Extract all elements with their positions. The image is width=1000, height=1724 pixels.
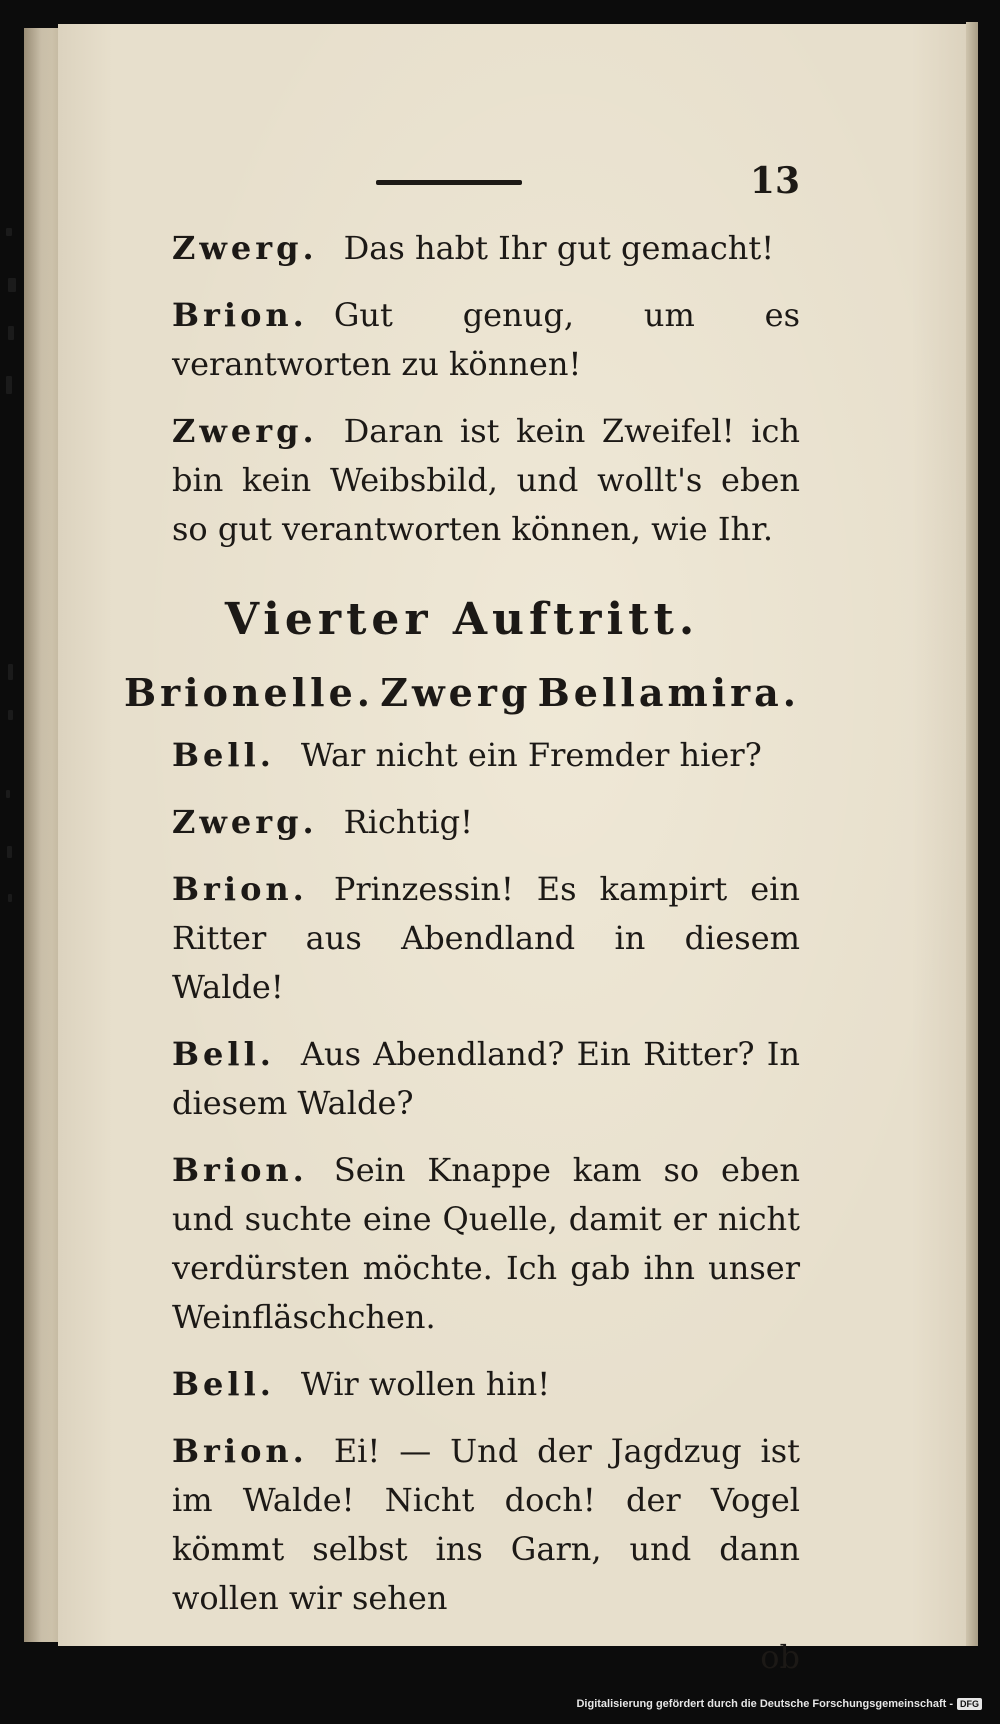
dialogue-text: Richtig! xyxy=(343,803,473,841)
speaker-name: Brion. xyxy=(172,870,308,908)
dialogue-line xyxy=(124,1360,800,1409)
speaker-name: Brion. xyxy=(172,1432,308,1470)
speaker-name: Bell. xyxy=(172,1365,275,1403)
speaker-name: Brion. xyxy=(172,296,308,334)
margin-mark xyxy=(8,278,16,292)
dialogue-line xyxy=(124,224,800,273)
scene-heading: Vierter Auftritt. xyxy=(224,594,700,645)
margin-mark xyxy=(6,790,10,798)
margin-mark xyxy=(7,846,12,858)
margin-mark xyxy=(6,228,12,236)
header-rule xyxy=(376,180,522,185)
page-text xyxy=(124,224,800,1682)
book-spine xyxy=(24,28,58,1642)
dfg-logo: DFG xyxy=(957,1698,982,1710)
dialogue-text: War nicht ein Fremder hier? xyxy=(300,736,762,774)
dialogue-line xyxy=(124,291,800,389)
speaker-name: Zwerg. xyxy=(172,803,318,841)
speaker-name: Zwerg. xyxy=(172,412,318,450)
dialogue-line xyxy=(124,798,800,847)
book-page xyxy=(58,24,966,1676)
credit-text: Digitalisierung gefördert durch die Deutsche Forschungsgemeinschaft - xyxy=(576,1698,953,1710)
dialogue-text: Sein Knappe kam so eben und suchte eine Quelle, damit er nicht verdürsten möchte. Ich gab ihn unser Weinfläschchen. xyxy=(172,1151,800,1336)
digitization-credit xyxy=(576,1698,982,1710)
page-number: 13 xyxy=(749,160,800,202)
dialogue-text: Prinzessin! Es kampirt ein Ritter aus Abendland in diesem Walde! xyxy=(172,870,800,1006)
margin-mark xyxy=(8,894,12,902)
speaker-name: Brion. xyxy=(172,1151,308,1189)
dialogue-text: Daran ist kein Zweifel! ich bin kein Weibsbild, und wollt's eben so gut verantworten können, wie Ihr. xyxy=(172,412,800,548)
spine-shadow xyxy=(24,28,52,1642)
dialogue-text: Aus Abendland? Ein Ritter? In diesem Walde? xyxy=(172,1035,800,1122)
cast-member: Bellamira. xyxy=(537,670,800,715)
dialogue-text: Wir wollen hin! xyxy=(300,1365,551,1403)
margin-mark xyxy=(6,376,12,394)
dialogue-text: Das habt Ihr gut gemacht! xyxy=(343,229,775,267)
margin-mark xyxy=(8,664,13,680)
dialogue-line xyxy=(124,407,800,554)
dialogue-line xyxy=(124,731,800,780)
speaker-name: Bell. xyxy=(172,736,275,774)
dialogue-line xyxy=(124,1146,800,1342)
speaker-name: Zwerg. xyxy=(172,229,318,267)
speaker-name: Bell. xyxy=(172,1035,275,1073)
catchword: ob xyxy=(760,1638,800,1676)
dialogue-text: Gut genug, um es verantworten zu können! xyxy=(172,296,800,383)
dialogue-line xyxy=(124,865,800,1012)
page-edge xyxy=(966,22,978,1646)
cast-member: Brionelle. xyxy=(124,670,375,715)
dialogue-text: Ei! — Und der Jagdzug ist im Walde! Nicht doch! der Vogel kömmt selbst ins Garn, und dann wollen wir sehen xyxy=(172,1432,800,1617)
margin-mark xyxy=(8,326,14,340)
cast-list xyxy=(124,668,800,717)
margin-mark xyxy=(8,710,13,720)
cast-member: Zwerg xyxy=(380,670,532,715)
dialogue-line xyxy=(124,1427,800,1623)
dialogue-line xyxy=(124,1030,800,1128)
